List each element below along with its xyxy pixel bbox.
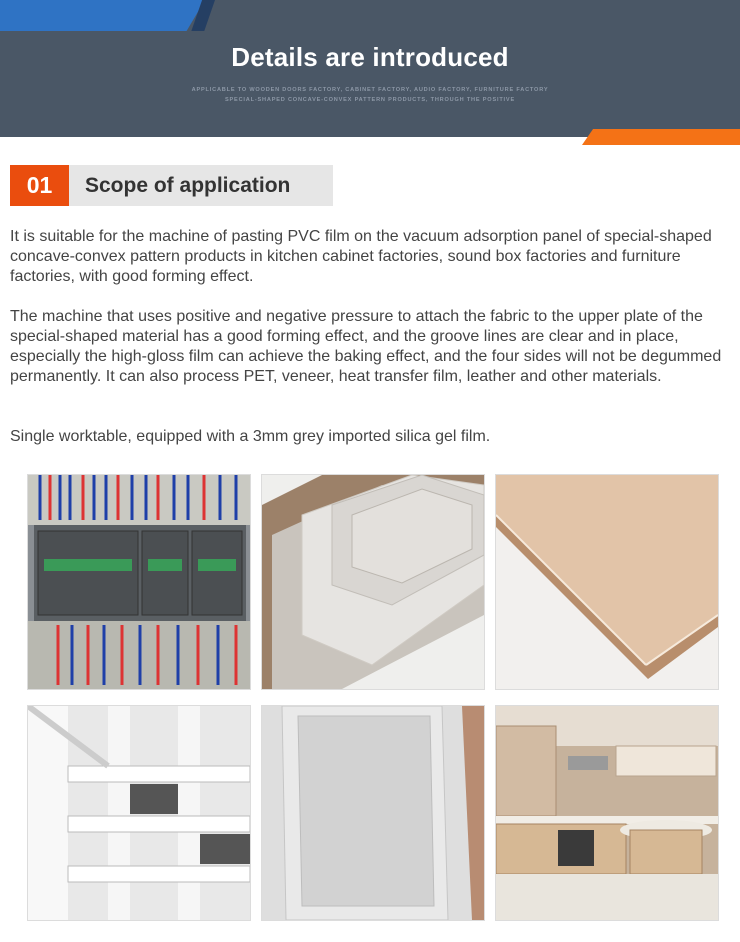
banner-accent-orange <box>582 129 740 145</box>
section-title: Scope of application <box>85 174 291 197</box>
paragraph-worktable: Single worktable, equipped with a 3mm grey imported silica gel film. <box>10 428 491 445</box>
banner-accent-blue <box>0 0 205 31</box>
page-subtitle-line-1: APPLICABLE TO WOODEN DOORS FACTORY, CABINET FACTORY, AUDIO FACTORY, FURNITURE FACTORY <box>191 87 549 93</box>
header-banner <box>0 0 740 137</box>
paragraph-application: It is suitable for the machine of pasting PVC film on the vacuum adsorption panel of special-shaped concave-convex pattern products in kitchen cabinet factories, sound box factories and furniture factories, with good forming effect. <box>10 228 712 285</box>
page-subtitle-line-2: SPECIAL-SHAPED CONCAVE-CONVEX PATTERN PRODUCTS, THROUGH THE POSITIVE <box>225 97 515 103</box>
machine-frame-photo <box>27 705 251 921</box>
white-door-panel-photo <box>261 705 485 921</box>
kitchen-cabinets-photo <box>495 705 719 921</box>
glossy-panel-edge-photo <box>495 474 719 690</box>
section-heading <box>10 165 333 206</box>
cabinet-door-samples-photo <box>261 474 485 690</box>
section-number: 01 <box>10 165 69 206</box>
paragraph-forming: The machine that uses positive and negative pressure to attach the fabric to the upper plate of the special-shaped material has a good forming effect, and the groove lines are clear and in place, especially the high-gloss film can achieve the baking effect, and the four sides will not be degummed permanently. It can also process PET, veneer, heat transfer film, leather and other materials. <box>10 308 722 385</box>
page-title: Details are introduced <box>231 42 509 72</box>
electrical-cabinet-photo <box>27 474 251 690</box>
